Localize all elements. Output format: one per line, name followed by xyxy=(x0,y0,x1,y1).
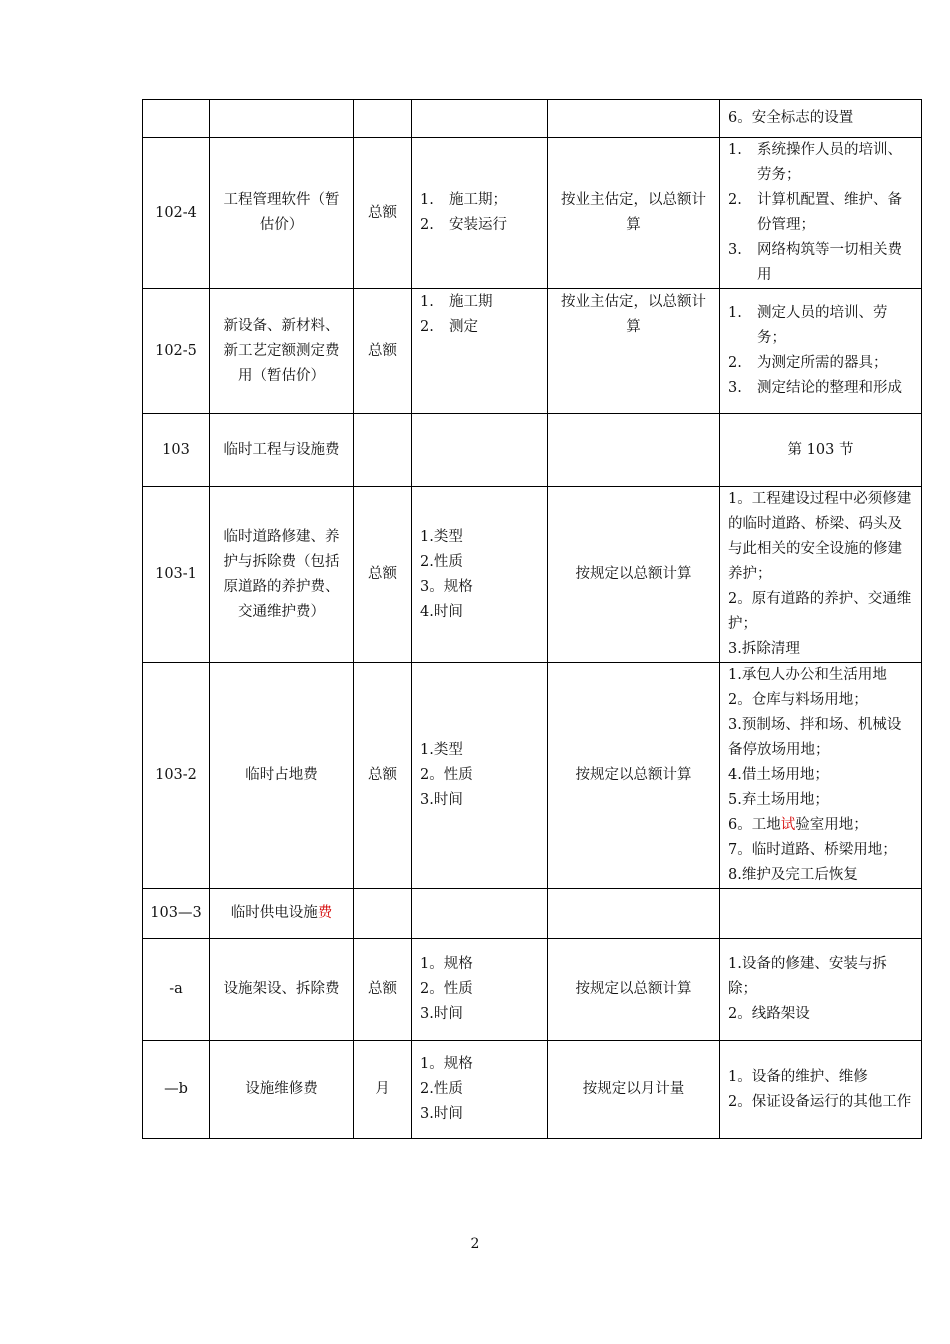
item-code: —b xyxy=(143,1041,210,1139)
item-unit: 总额 xyxy=(354,939,412,1041)
item-name: 新设备、新材料、新工艺定额测定费用（暂估价） xyxy=(210,289,354,414)
item-rule: 按规定以总额计算 xyxy=(548,939,720,1041)
item-unit: 总额 xyxy=(354,487,412,663)
item-rule xyxy=(548,889,720,939)
item-features xyxy=(412,414,548,487)
table-row xyxy=(143,663,922,889)
item-code: 103—3 xyxy=(143,889,210,939)
item-code: 103-1 xyxy=(143,487,210,663)
item-desc: 1。设备的维护、维修 2。保证设备运行的其他工作 xyxy=(720,1041,922,1139)
item-rule: 按规定以总额计算 xyxy=(548,487,720,663)
item-unit: 总额 xyxy=(354,138,412,289)
item-name: 工程管理软件（暂估价） xyxy=(210,138,354,289)
item-name: 临时供电设施费 xyxy=(210,889,354,939)
item-features: 1. 施工期 2. 测定 xyxy=(412,289,548,414)
item-desc: 第 103 节 xyxy=(720,414,922,487)
item-features: 1。规格 2.性质 3.时间 xyxy=(412,1041,548,1139)
item-desc: 1. 系统操作人员的培训、劳务； 2. 计算机配置、维护、备份管理； 3. 网络构筑等一切相关费用 xyxy=(720,138,922,289)
item-code: -a xyxy=(143,939,210,1041)
item-desc: 1.承包人办公和生活用地 2。仓库与料场用地； 3.预制场、拌和场、机械设备停放场用地； 4.借土场用地； 5.弃土场用地； 6。工地试验室用地； 7。临时道路、桥梁用地； 8.维护及完工后恢复 xyxy=(720,663,922,889)
item-rule: 按规定以总额计算 xyxy=(548,663,720,889)
item-features xyxy=(412,100,548,138)
item-name: 临时道路修建、养护与拆除费（包括原道路的养护费、交通维护费） xyxy=(210,487,354,663)
spec-table xyxy=(142,99,922,1139)
item-unit: 总额 xyxy=(354,289,412,414)
table-row xyxy=(143,487,922,663)
item-desc: 1。工程建设过程中必须修建的临时道路、桥梁、码头及与此相关的安全设施的修建养护； 2。原有道路的养护、交通维护； 3.拆除清理 xyxy=(720,487,922,663)
item-desc: 6。安全标志的设置 xyxy=(720,100,922,138)
item-unit xyxy=(354,889,412,939)
item-desc: 1.设备的修建、安装与拆除； 2。线路架设 xyxy=(720,939,922,1041)
table-row xyxy=(143,939,922,1041)
item-desc: 1. 测定人员的培训、劳务； 2. 为测定所需的器具； 3. 测定结论的整理和形成 xyxy=(720,289,922,414)
item-name: 设施架设、拆除费 xyxy=(210,939,354,1041)
table-row xyxy=(143,414,922,487)
item-rule: 按规定以月计量 xyxy=(548,1041,720,1139)
table-row xyxy=(143,289,922,414)
item-code xyxy=(143,100,210,138)
item-code: 102-5 xyxy=(143,289,210,414)
item-features: 1。规格 2。性质 3.时间 xyxy=(412,939,548,1041)
item-rule xyxy=(548,100,720,138)
item-name: 临时工程与设施费 xyxy=(210,414,354,487)
item-code: 103-2 xyxy=(143,663,210,889)
table-row xyxy=(143,889,922,939)
item-code: 103 xyxy=(143,414,210,487)
page-number: 2 xyxy=(470,1236,480,1252)
item-name: 临时占地费 xyxy=(210,663,354,889)
item-features: 1. 施工期； 2. 安装运行 xyxy=(412,138,548,289)
table-row xyxy=(143,100,922,138)
item-name: 设施维修费 xyxy=(210,1041,354,1139)
item-features xyxy=(412,889,548,939)
table-row xyxy=(143,1041,922,1139)
item-unit: 总额 xyxy=(354,663,412,889)
item-name xyxy=(210,100,354,138)
item-unit: 月 xyxy=(354,1041,412,1139)
item-code: 102-4 xyxy=(143,138,210,289)
item-desc xyxy=(720,889,922,939)
item-rule xyxy=(548,414,720,487)
item-features: 1.类型 2.性质 3。规格 4.时间 xyxy=(412,487,548,663)
item-rule: 按业主估定，以总额计算 xyxy=(548,138,720,289)
item-rule: 按业主估定，以总额计算 xyxy=(548,289,720,414)
table-row xyxy=(143,138,922,289)
item-unit xyxy=(354,100,412,138)
item-unit xyxy=(354,414,412,487)
item-features: 1.类型 2。性质 3.时间 xyxy=(412,663,548,889)
